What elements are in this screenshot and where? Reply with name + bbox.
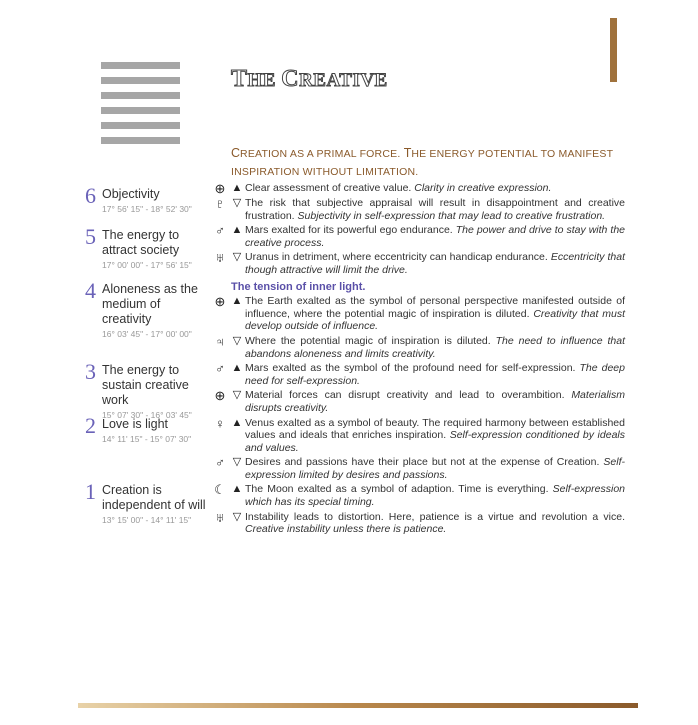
line-degrees: 17° 00' 00" - 17° 56' 15" [102,260,192,270]
planet-icon: ♇ [215,196,225,211]
description-row: ♂ ▲ Mars exalted for its powerful ego endurance. The power and drive to stay with the creative process. [211,224,625,249]
hexagram-line [101,92,180,99]
description-row: ⊕ ▲ Clear assessment of creative value. Clarity in creative expression. [211,182,625,195]
triangle-down-icon: ▽ [232,456,242,469]
hexagram-line [101,137,180,144]
line-number: 5 [85,224,96,249]
triangle-down-icon: ▽ [232,334,242,347]
section-heading: The tension of inner light. [231,280,366,293]
planet-icon: ♂ [215,361,225,377]
description-row: ♅ ▽ Instability leads to distortion. Here, patience is a virtue and revolution a vice. Creative instability unless there is patience. [211,511,625,536]
line-name: The energy to sustain creative work [102,363,189,407]
line-degrees: 15° 07' 30" - 16° 03' 45" [102,410,192,420]
line-name: Aloneness as the medium of creativity [102,282,198,326]
description-row: ☾ ▲ The Moon exalted as a symbol of adaption. Time is everything. Self-expression which has its special timing. [211,483,625,508]
triangle-down-icon: ▽ [232,389,242,402]
planet-icon: ♅ [215,509,225,525]
description-row: ♂ ▲ Mars exalted as the symbol of the profound need for self-expression. The deep need for self-expression. [211,362,625,387]
planet-icon: ♃ [215,333,225,349]
line-number: 6 [85,183,96,208]
hexagram-line [101,77,180,84]
line-number: 3 [85,359,96,384]
page-title: THE CREATIVE [231,66,388,92]
triangle-down-icon: ▽ [232,197,242,209]
description-row: ♅ ▽ Uranus in detriment, where eccentricity can handicap endurance. Eccentricity that though attractive will limit the drive. [211,251,625,276]
line-name: Objectivity [102,187,160,201]
triangle-up-icon: ▲ [231,224,243,237]
description-row: ♇ ▽ The risk that subjective appraisal will result in disappointment and creative frustration. Subjectivity in self-expression that may lead to creative frustration. [211,197,625,222]
planet-icon: ⊕ [214,294,226,310]
top-accent-bar [610,18,617,82]
triangle-down-icon: ▽ [232,251,242,264]
triangle-up-icon: ▲ [231,295,243,308]
hexagram-line [101,62,180,69]
hexagram-line [101,107,180,114]
planet-icon: ♀ [215,415,225,431]
planet-icon: ♅ [215,250,225,266]
line-degrees: 14° 11' 15" - 15° 07' 30" [102,434,192,444]
line-number: 1 [85,479,96,504]
line-number: 2 [85,413,96,438]
line-degrees: 13° 15' 00" - 14° 11' 15" [102,515,192,525]
planet-icon: ⊕ [214,181,226,196]
triangle-down-icon: ▽ [232,510,242,523]
triangle-up-icon: ▲ [231,362,243,375]
line-degrees: 17° 56' 15" - 18° 52' 30" [102,204,192,214]
hexagram-line [101,122,180,129]
page-subtitle: CREATION AS A PRIMAL FORCE. THE ENERGY POTENTIAL TO MANIFEST INSPIRATION WITHOUT LIMITATION. [231,146,614,178]
bottom-accent-bar [78,703,638,708]
planet-icon: ⊕ [214,388,226,404]
description-row: ⊕ ▲ The Earth exalted as the symbol of personal perspective manifested outside of influence, where the potential magic of inspiration is diluted. Creativity that must develop outside of influence. [211,295,625,333]
description-row: ♀ ▲ Venus exalted as a symbol of beauty. The required harmony between established values and ideals that enriches inspiration. Self-expression conditioned by ideals and values. [211,417,625,455]
line-number: 4 [85,278,96,303]
triangle-up-icon: ▲ [231,483,243,496]
line-descriptions [211,182,625,538]
triangle-up-icon: ▲ [231,416,243,429]
hexagram-icon [101,62,180,152]
triangle-up-icon: ▲ [231,182,243,194]
description-row: ♃ ▽ Where the potential magic of inspiration is diluted. The need to influence that abandons aloneness and limits creativity. [211,335,625,360]
planet-icon: ♂ [215,223,225,239]
line-name: Love is light [102,417,169,431]
description-row: ⊕ ▽ Material forces can disrupt creativity and lead to overambition. Materialism disrupts creativity. [211,389,625,414]
line-degrees: 16° 03' 45" - 17° 00' 00" [102,329,192,339]
line-name: The energy to attract society [102,228,180,257]
planet-icon: ♂ [215,455,225,471]
description-row: ♂ ▽ Desires and passions have their place but not at the expense of Creation. Self-expression limited by desires and passions. [211,456,625,481]
line-name: Creation is independent of will [102,483,206,512]
planet-icon: ☾ [214,482,226,498]
